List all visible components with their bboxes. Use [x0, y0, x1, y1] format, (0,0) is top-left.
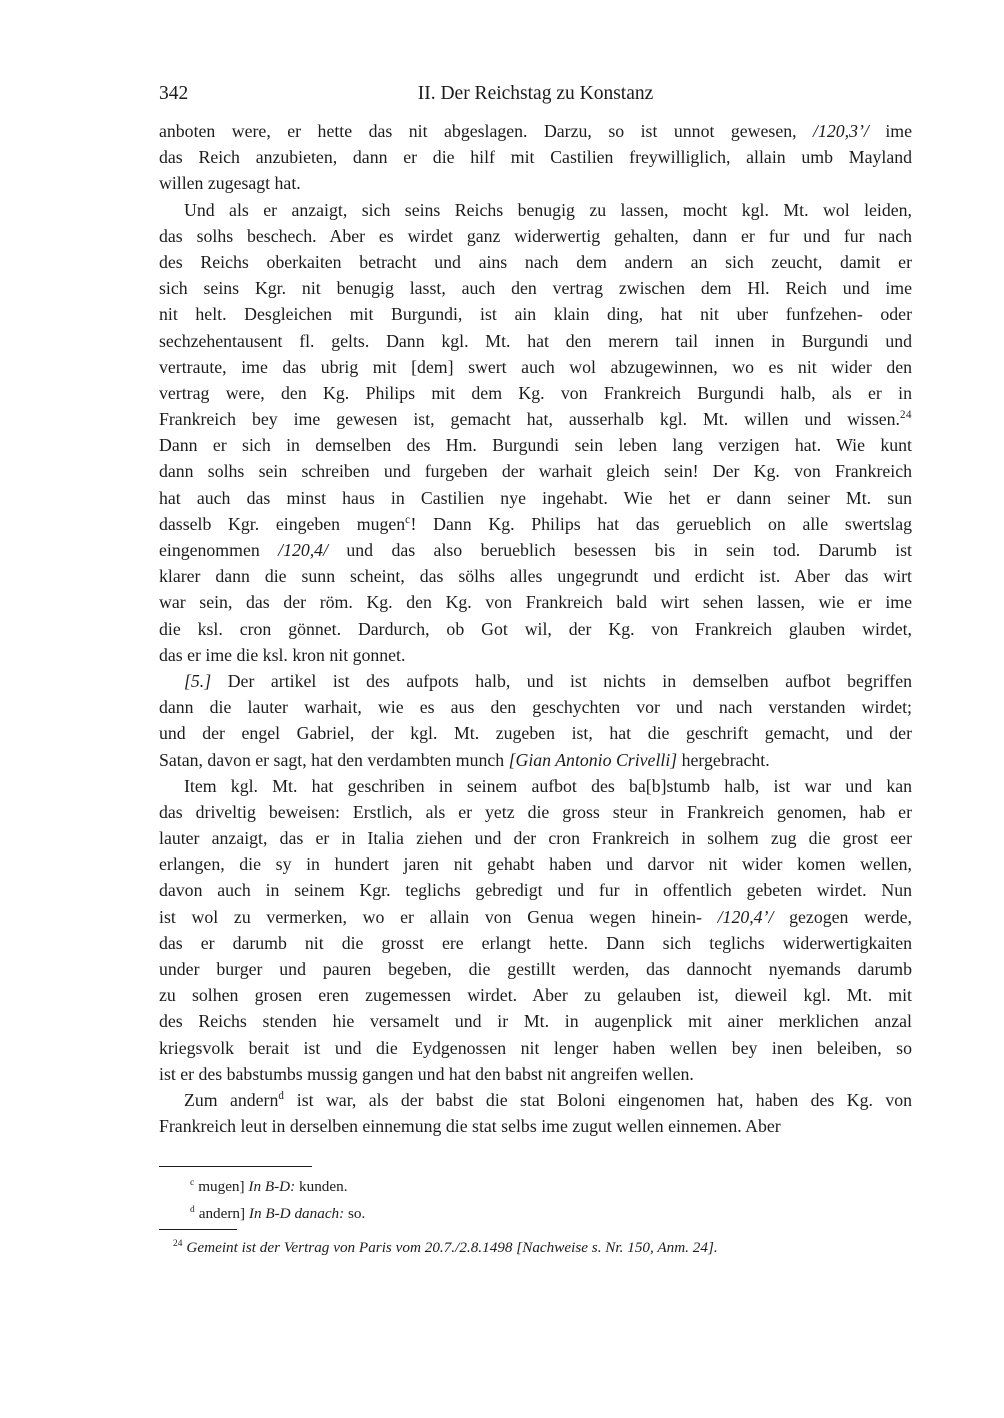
text-line: [159, 1113, 912, 1139]
text-run: vertraute, ime das ubrig mit [dem] swert auch wol abzugewinnen, wo es nit wider den: [159, 356, 912, 377]
text-run: /120,4/: [278, 540, 329, 560]
text-run: under burger und pauren begeben, die gestillt werden, das dannocht nyemands darumb: [159, 959, 912, 979]
text-run: Und als er anzaigt, sich seins Reichs benugig zu lassen, mocht kgl. Mt. wol leiden,: [184, 199, 912, 220]
text-line: [159, 589, 912, 615]
text-run: das er ime die ksl. kron nit gonnet.: [159, 644, 406, 665]
paragraph: [159, 1087, 912, 1139]
text-line: [159, 354, 912, 380]
text-line: [159, 720, 912, 746]
text-run: eingenommen: [159, 540, 279, 560]
text-run: des Reichs oberkaiten betracht und ains nach dem andern an sich zeucht, damit er: [159, 251, 912, 272]
text-run: erlangen, die sy in hundert jaren nit gehabt haben und darvor nit wider komen wellen,: [159, 854, 912, 875]
text-line: [159, 1035, 912, 1061]
text-run: des Reichs stenden hie versamelt und ir Mt. in augenplick mit ainer merklichen anzal: [159, 1011, 912, 1032]
text-line: [159, 642, 912, 668]
text-run: dann die lauter warhait, wie es aus den geschychten vor und nach verstanden wirdet;: [159, 697, 912, 718]
text-run: kunden.: [295, 1178, 348, 1195]
text-run: das er darumb nit die grosst ere erlangt hette. Dann sich teglichs widerwertigkaiten: [159, 932, 912, 953]
text-run: klarer dann die sunn scheint, das sölhs alles ungegrundt und erdicht ist. Aber das wirt: [159, 566, 912, 587]
text-run: [5.]: [184, 670, 212, 691]
text-run: ist er des babstumbs mussig gangen und hat den babst nit angreifen wellen.: [159, 1063, 694, 1084]
text-run: mugen]: [198, 1178, 249, 1195]
text-run: hergebracht.: [677, 749, 770, 770]
footnote-marker: c: [405, 513, 411, 526]
text-run: Item kgl. Mt. hat geschriben in seinem aufbot des ba[b]stumb halb, ist war und kan: [184, 775, 912, 796]
footnote: [159, 1173, 912, 1200]
text-line: [159, 1008, 912, 1034]
text-run: Satan, davon er sagt, hat den verdambten munch: [159, 749, 509, 770]
text-line: [159, 170, 912, 196]
page-number: 342: [159, 83, 189, 104]
text-line: [159, 432, 912, 458]
text-run: andern]: [198, 1205, 249, 1222]
text-line: [159, 328, 912, 354]
text-run: hat auch das minst haus in Castilien nye ingehabt. Wie het er dann seiner Mt. sun: [159, 487, 912, 508]
footnote-marker: d: [190, 1204, 195, 1215]
text-line: [159, 851, 912, 877]
text-line: [159, 694, 912, 720]
text-run: und der engel Gabriel, der kgl. Mt. zugeben ist, hat die geschrift gemacht, und der: [159, 723, 912, 744]
footnote-marker: 24: [173, 1238, 183, 1249]
text-run: so.: [344, 1205, 366, 1222]
text-run: ime: [868, 121, 912, 141]
text-line: [159, 144, 912, 170]
text-line: [159, 773, 912, 799]
text-run: Der artikel ist des aufpots halb, und ist nichts in demselben aufbot begriffen: [211, 670, 912, 691]
apparatus-footnotes: [159, 1173, 912, 1227]
text-line: [159, 301, 912, 327]
text-run: das driveltig beweisen: Erstlich, als er yetz die gross steur in Frankreich genomen, hab er: [159, 801, 912, 822]
text-run: das solhs beschech. Aber es wirdet ganz widerwertig gehalten, dann er fur und fur nach: [159, 225, 912, 246]
text-line: [159, 930, 912, 956]
text-line: [159, 223, 912, 249]
text-run: /120,3’/: [813, 121, 869, 141]
text-line: [159, 485, 912, 511]
paragraph: [159, 773, 912, 1087]
text-run: ist wol zu vermerken, wo er allain von Genua wegen hinein-: [159, 906, 718, 927]
text-line: [159, 799, 912, 825]
text-line: [159, 563, 912, 589]
paragraph: [159, 668, 912, 773]
paragraph: [159, 118, 912, 197]
text-line: [159, 118, 912, 144]
text-line: [159, 406, 912, 432]
text-line: [159, 380, 912, 406]
text-line: [159, 275, 912, 301]
text-line: [159, 458, 912, 484]
text-line: [159, 249, 912, 275]
text-run: sich seins Kgr. nit benugig lasst, auch den vertrag zwischen dem Hl. Reich und ime: [159, 278, 912, 299]
text-line: [159, 904, 912, 930]
text-run: [Gian Antonio Crivelli]: [508, 749, 678, 770]
text-run: nit helt. Desgleichen mit Burgundi, ist ain klain ding, hat nit uber funfzehen- oder: [159, 304, 912, 325]
footnote-marker: 24: [899, 409, 912, 422]
text-line: [159, 747, 912, 773]
text-run: lauter anzaigt, das er in Italia ziehen und der cron Frankreich in solhem zug die grost eer: [159, 828, 912, 849]
text-run: willen zugesagt hat.: [159, 173, 301, 194]
text-run: das Reich anzubieten, dann er die hilf mit Castilien freywilliglich, allain umb Mayland: [159, 147, 912, 168]
text-line: [159, 982, 912, 1008]
text-run: /120,4’/: [717, 906, 774, 927]
text-run: vertrag were, den Kg. Philips mit dem Kg. von Frankreich Burgundi halb, als er in: [159, 382, 912, 403]
text-line: [159, 956, 912, 982]
text-run: davon auch in seinem Kgr. teglichs gebredigt und fur in offentlich gebeten wirdet. Nun: [159, 880, 912, 901]
text-run: dann solhs sein schreiben und furgeben der warhait gleich sein! Der Kg. von Frankreich: [159, 461, 912, 482]
running-header: [159, 80, 912, 107]
text-run: und das also berueblich besessen bis in sein tod. Darumb ist: [328, 540, 912, 560]
text-line: [159, 825, 912, 851]
text-run: sechzehentausent fl. gelts. Dann kgl. Mt. hat den merern tail innen in Burgundi und: [159, 330, 912, 351]
commentary-footnotes: [159, 1234, 912, 1261]
commentary-divider-rule: [159, 1229, 237, 1230]
text-line: [159, 537, 912, 563]
text-run: die ksl. cron gönnet. Dardurch, ob Got wil, der Kg. von Frankreich glauben wirdet,: [159, 618, 912, 639]
text-line: [159, 668, 912, 694]
main-text-block: [159, 118, 912, 1139]
footnotes-section: [159, 1166, 912, 1261]
text-run: Frankreich leut in derselben einnemung die stat selbs ime zugut wellen einnemen. Aber: [159, 1116, 781, 1137]
text-run: ist war, als der babst die stat Boloni eingenomen hat, haben des Kg. von: [284, 1089, 912, 1110]
apparatus-divider-rule: [159, 1166, 312, 1167]
text-run: Frankreich bey ime gewesen ist, gemacht hat, ausserhalb kgl. Mt. willen und wissen.: [159, 409, 900, 430]
text-line: [159, 877, 912, 903]
text-run: In B-D:: [248, 1178, 296, 1195]
text-line: [159, 616, 912, 642]
footnote-marker: c: [190, 1177, 195, 1188]
footnote: [159, 1200, 912, 1227]
text-line: [159, 1061, 912, 1087]
text-run: In B-D danach:: [248, 1205, 345, 1222]
footnote: [159, 1234, 912, 1261]
text-line: [159, 511, 912, 537]
text-run: gezogen werde,: [773, 906, 912, 927]
paragraph: [159, 197, 912, 668]
text-run: Gemeint ist der Vertrag von Paris vom 20.7./2.8.1498 [Nachweise s. Nr. 150, Anm. 24].: [186, 1239, 718, 1256]
text-run: Zum andern: [184, 1089, 279, 1110]
text-run: anboten were, er hette das nit abgeslagen. Darzu, so ist unnot gewesen,: [159, 121, 814, 141]
footnote-marker: d: [278, 1090, 285, 1103]
text-run: dasselb Kgr. eingeben mugen: [159, 513, 406, 534]
running-title: II. Der Reichstag zu Konstanz: [417, 83, 654, 104]
text-run: zu solhen grosen eren zugemessen wirdet. Aber zu gelauben ist, dieweil kgl. Mt. mit: [159, 985, 912, 1006]
text-run: war sein, das der röm. Kg. den Kg. von Frankreich bald wirt sehen lassen, wie er ime: [159, 592, 912, 613]
text-run: Dann er sich in demselben des Hm. Burgundi sein leben lang verzigen hat. Wie kunt: [159, 435, 912, 456]
text-line: [159, 197, 912, 223]
text-line: [159, 1087, 912, 1113]
text-run: ! Dann Kg. Philips hat das gerueblich on alle swertslag: [410, 513, 912, 534]
text-run: kriegsvolk berait ist und die Eydgenossen nit lenger haben wellen bey inen beleiben, so: [159, 1037, 912, 1058]
